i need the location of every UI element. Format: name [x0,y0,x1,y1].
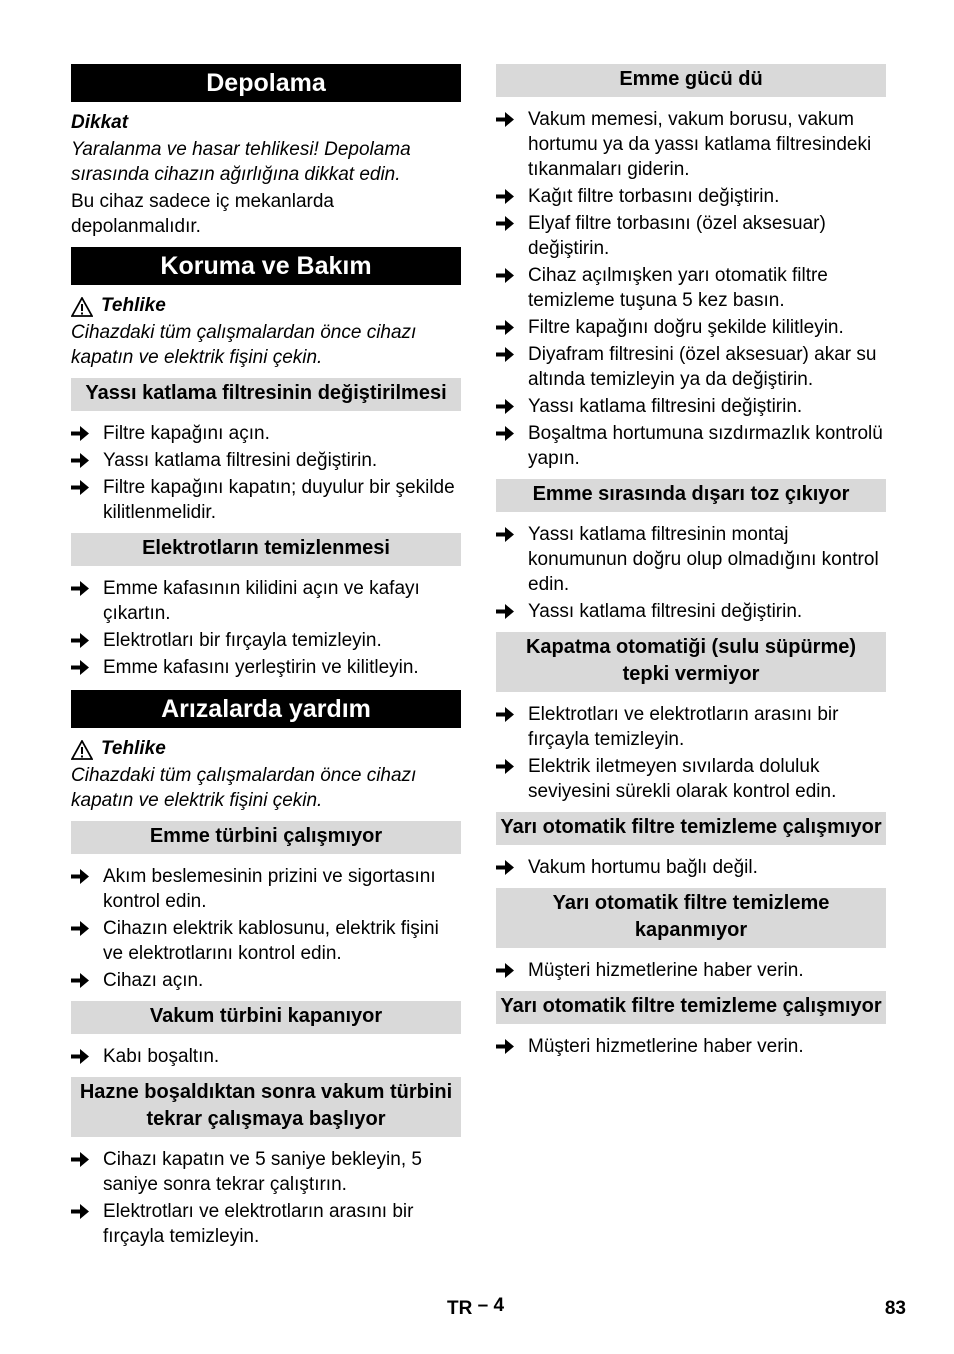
arrow-right-icon [496,346,514,363]
arrow-right-icon [496,962,514,979]
bullet-list [496,1034,886,1059]
list-item-text: Vakum memesi, vakum borusu, vakum hortumu ya da yassı katlama filtresindeki tıkanmaları giderin. [528,109,872,180]
bullet-list [71,864,461,993]
list-item [71,864,461,914]
list-item [496,958,886,983]
bullet-list [496,958,886,983]
list-item-text: Emme kafasını yerleştirin ve kilitleyin. [103,657,419,678]
arrow-right-icon [496,1038,514,1055]
list-item [496,211,886,261]
danger-heading [71,293,461,320]
arrow-right-icon [71,479,89,496]
arrow-right-icon [496,706,514,723]
arrow-right-icon [71,425,89,442]
list-item [71,655,461,680]
bullet-list [71,421,461,525]
arrow-right-icon [71,1048,89,1065]
subsection-title: Emme gücü dü [496,64,886,97]
warning-triangle-icon [71,297,93,317]
subsection-title: Kapatma otomatiği (sulu süpürme) tepki vermiyor [496,632,886,692]
arrow-right-icon [71,972,89,989]
list-item [496,702,886,752]
section-title-ariza: Arızalarda yardım [71,690,461,728]
footer-language [447,1295,505,1320]
list-item [71,576,461,626]
danger-label: Tehlike [101,295,166,316]
footer-sub-page: – 4 [477,1295,505,1316]
list-item [496,342,886,392]
subsection-title: Vakum türbini kapanıyor [71,1001,461,1034]
bullet-list [71,1044,461,1069]
list-item [496,522,886,597]
list-item-text: Elyaf filtre torbasını (özel aksesuar) değiştirin. [528,213,826,259]
list-item [496,184,886,209]
list-item [71,968,461,993]
list-item-text: Elektrotları ve elektrotların arasını bir fırçayla temizleyin. [528,704,839,750]
list-item-text: Cihazı kapatın ve 5 saniye bekleyin, 5 saniye sonra tekrar çalıştırın. [103,1149,422,1195]
list-item [496,599,886,624]
arrow-right-icon [71,659,89,676]
list-item [496,855,886,880]
arrow-right-icon [71,1151,89,1168]
danger-text: Cihazdaki tüm çalışmalardan önce cihazı kapatın ve elektrik fişini çekin. [71,322,417,368]
list-item-text: Boşaltma hortumuna sızdırmazlık kontrolü yapın. [528,423,883,469]
storage-text: Bu cihaz sadece iç mekanlarda depolanmalıdır. [71,191,334,237]
arrow-right-icon [71,452,89,469]
list-item [71,475,461,525]
arrow-right-icon [71,868,89,885]
arrow-right-icon [496,319,514,336]
bullet-list [496,522,886,624]
arrow-right-icon [71,632,89,649]
arrow-right-icon [496,188,514,205]
danger-text: Cihazdaki tüm çalışmalardan önce cihazı kapatın ve elektrik fişini çekin. [71,765,417,811]
section-title-depolama: Depolama [71,64,461,102]
bullet-list [496,855,886,880]
arrow-right-icon [496,111,514,128]
footer-lang: TR [447,1298,473,1319]
bullet-list [71,576,461,680]
warning-triangle-icon [71,740,93,760]
subsection-title: Elektrotların temizlenmesi [71,533,461,566]
arrow-right-icon [496,758,514,775]
list-item [71,1147,461,1197]
bullet-list [496,107,886,471]
list-item-text: Yassı katlama filtresini değiştirin. [103,450,378,471]
list-item [496,315,886,340]
caution-label: Dikkat [71,112,129,133]
subsection-title: Yassı katlama filtresinin değiştirilmesi [71,378,461,411]
list-item [71,628,461,653]
arrow-right-icon [496,603,514,620]
list-item-text: Yassı katlama filtresini değiştirin. [528,396,803,417]
list-item [71,421,461,446]
subsection-title: Yarı otomatik filtre temizleme çalışmıyor [496,991,886,1024]
section-title-koruma: Koruma ve Bakım [71,247,461,285]
arrow-right-icon [496,859,514,876]
left-column [71,64,461,1253]
list-item-text: Cihazın elektrik kablosunu, elektrik fişini ve elektrotlarını kontrol edin. [103,918,439,964]
arrow-right-icon [496,425,514,442]
list-item [71,1044,461,1069]
subsection-title: Emme türbini çalışmıyor [71,821,461,854]
list-item [71,1199,461,1249]
list-item-text: Elektrotları ve elektrotların arasını bir fırçayla temizleyin. [103,1201,414,1247]
page-number: 83 [884,1298,906,1319]
list-item-text: Akım beslemesinin prizini ve sigortasını kontrol edin. [103,866,436,912]
list-item-text: Yassı katlama filtresini değiştirin. [528,601,803,622]
list-item-text: Müşteri hizmetlerine haber verin. [528,1036,804,1057]
list-item-text: Cihazı açın. [103,970,204,991]
list-item [496,754,886,804]
subsection-title: Yarı otomatik filtre temizleme kapanmıyor [496,888,886,948]
list-item [71,916,461,966]
list-item-text: Elektrotları bir fırçayla temizleyin. [103,630,382,651]
list-item-text: Filtre kapağını doğru şekilde kilitleyin. [528,317,844,338]
list-item [496,394,886,419]
subsection-title: Hazne boşaldıktan sonra vakum türbini tekrar çalışmaya başlıyor [71,1077,461,1137]
arrow-right-icon [496,526,514,543]
list-item-text: Diyafram filtresini (özel aksesuar) akar su altında temizleyin ya da değiştirin. [528,344,877,390]
list-item-text: Filtre kapağını kapatın; duyulur bir şekilde kilitlenmelidir. [103,477,455,523]
list-item-text: Vakum hortumu bağlı değil. [528,857,758,878]
list-item-text: Emme kafasının kilidini açın ve kafayı çıkartın. [103,578,420,624]
arrow-right-icon [71,1203,89,1220]
list-item [496,421,886,471]
list-item-text: Kağıt filtre torbasını değiştirin. [528,186,780,207]
list-item-text: Filtre kapağını açın. [103,423,270,444]
bullet-list [71,1147,461,1249]
arrow-right-icon [71,920,89,937]
list-item [496,1034,886,1059]
list-item-text: Müşteri hizmetlerine haber verin. [528,960,804,981]
list-item-text: Elektrik iletmeyen sıvılarda doluluk seviyesini sürekli olarak kontrol edin. [528,756,837,802]
danger-heading [71,736,461,763]
list-item [496,263,886,313]
list-item [71,448,461,473]
list-item-text: Yassı katlama filtresinin montaj konumunun doğru olup olmadığını kontrol edin. [528,524,879,595]
list-item-text: Cihaz açılmışken yarı otomatik filtre temizleme tuşuna 5 kez basın. [528,265,828,311]
right-column [496,64,886,1063]
subsection-title: Yarı otomatik filtre temizleme çalışmıyor [496,812,886,845]
arrow-right-icon [496,215,514,232]
list-item-text: Kabı boşaltın. [103,1046,220,1067]
arrow-right-icon [71,580,89,597]
arrow-right-icon [496,267,514,284]
bullet-list [496,702,886,804]
danger-label: Tehlike [101,738,166,759]
arrow-right-icon [496,398,514,415]
caution-text: Yaralanma ve hasar tehlikesi! Depolama sırasında cihazın ağırlığına dikkat edin. [71,139,411,185]
subsection-title: Emme sırasında dışarı toz çıkıyor [496,479,886,512]
list-item [496,107,886,182]
